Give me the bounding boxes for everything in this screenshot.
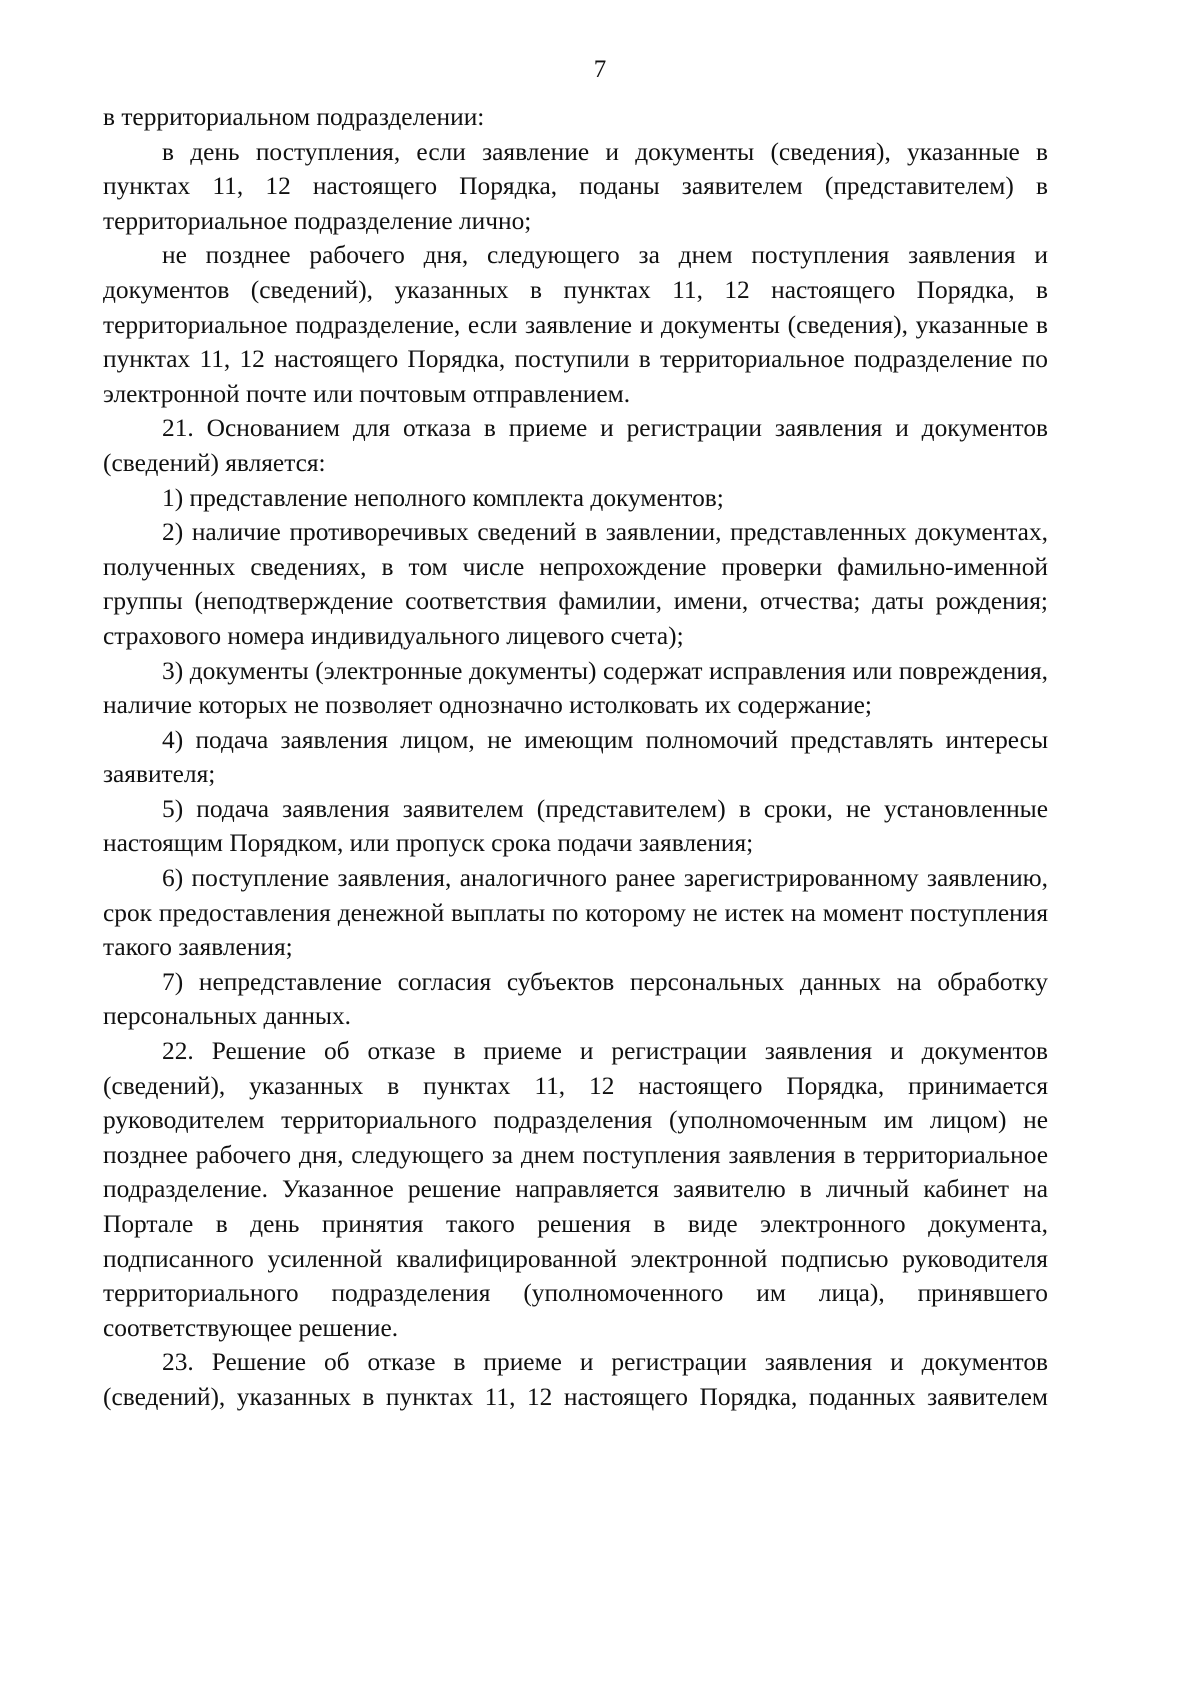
document-body	[103, 100, 1048, 1415]
paragraph-22-refusal-decision: 22. Решение об отказе в приеме и регистрации заявления и документов (сведений), указанных в пунктах 11, 12 настоящего Порядка, принимается руководителем территориального подразделения (уполномоченным им лицом) не позднее рабочего дня, следующего за днем поступления заявления в территориальное подразделение. Указанное решение направляется заявителю в личный кабинет на Портале в день принятия такого решения в виде электронного документа, подписанного усиленной квалифицированной электронной подписью руководителя территориального подразделения (уполномоченного им лица), принявшего соответствующее решение.	[103, 1037, 1048, 1342]
paragraph-23-refusal-decision: 23. Решение об отказе в приеме и регистрации заявления и документов (сведений), указанных в пунктах 11, 12 настоящего Порядка, поданных заявителем	[103, 1348, 1048, 1411]
paragraph-next-working-day: не позднее рабочего дня, следующего за днем поступления заявления и документов (сведений), указанных в пунктах 11, 12 настоящего Порядка, в территориальное подразделение, если заявление и документы (сведения), указанные в пунктах 11, 12 настоящего Порядка, поступили в территориальное подразделение по электронной почте или почтовым отправлением.	[103, 241, 1048, 408]
paragraph-ground-2: 2) наличие противоречивых сведений в заявлении, представленных документах, полученных сведениях, в том числе непрохождение проверки фамильно-именной группы (неподтверждение соответствия фамилии, имени, отчества; даты рождения; страхового номера индивидуального лицевого счета);	[103, 518, 1048, 650]
paragraph-same-day: в день поступления, если заявление и документы (сведения), указанные в пунктах 11, 12 настоящего Порядка, поданы заявителем (представителем) в территориальное подразделение лично;	[103, 137, 1048, 235]
paragraph-ground-6: 6) поступление заявления, аналогичного ранее зарегистрированному заявлению, срок предоставления денежной выплаты по которому не истек на момент поступления такого заявления;	[103, 864, 1048, 962]
paragraph-ground-1: 1) представление неполного комплекта документов;	[162, 483, 724, 512]
paragraph-21-refusal-grounds: 21. Основанием для отказа в приеме и регистрации заявления и документов (сведений) является:	[103, 414, 1048, 477]
paragraph-ground-3: 3) документы (электронные документы) содержат исправления или повреждения, наличие которых не позволяет однозначно истолковать их содержание;	[103, 656, 1048, 720]
paragraph-territorial-intro: в территориальном подразделении:	[103, 103, 485, 131]
page-number: 7	[593, 56, 607, 83]
paragraph-ground-7: 7) непредставление согласия субъектов персональных данных на обработку персональных данных.	[103, 967, 1048, 1031]
paragraph-ground-5: 5) подача заявления заявителем (представителем) в сроки, не установленные настоящим Порядком, или пропуск срока подачи заявления;	[103, 794, 1048, 858]
paragraph-ground-4: 4) подача заявления лицом, не имеющим полномочий представлять интересы заявителя;	[103, 725, 1048, 789]
